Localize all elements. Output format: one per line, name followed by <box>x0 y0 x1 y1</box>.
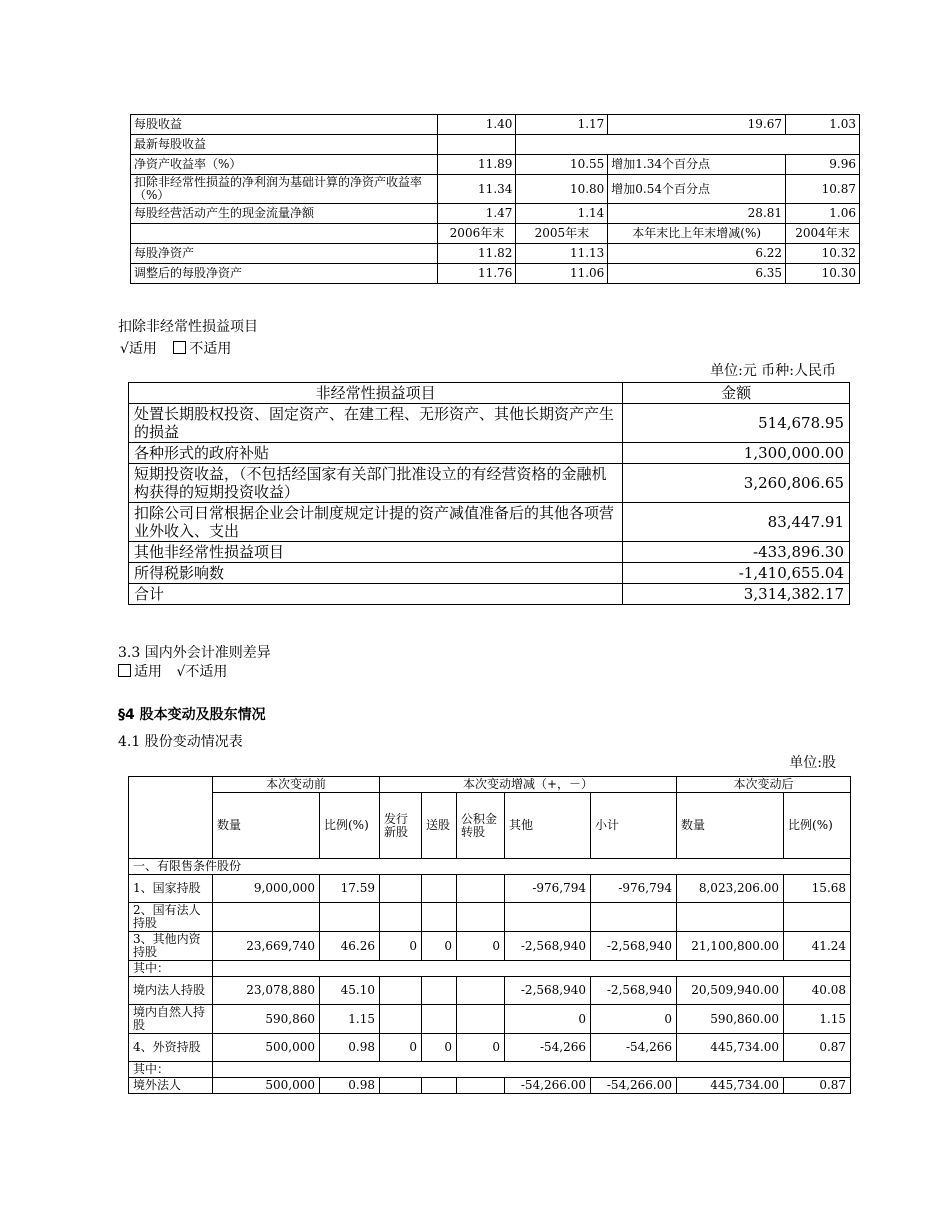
table-row <box>131 155 860 175</box>
section-33-title: 3.3 国内外会计准则差异 <box>118 645 271 661</box>
cell-value: 9,000,000 <box>213 875 320 903</box>
row-label: 每股净资产 <box>131 244 438 264</box>
cell-value <box>457 977 505 1005</box>
cell-value: 590,860.00 <box>677 1005 784 1034</box>
cell-value: 0.98 <box>320 1034 380 1062</box>
table-row <box>129 1005 851 1034</box>
cell-value: 11.82 <box>438 244 516 264</box>
applicable-label: 适用 <box>134 664 162 680</box>
cell-value: 590,860 <box>213 1005 320 1034</box>
currency-unit: 单位:元 币种:人民币 <box>710 363 836 379</box>
column-header-row <box>129 793 851 859</box>
year-header-row <box>131 224 860 244</box>
cell-value <box>516 135 860 155</box>
cell-value <box>380 1078 422 1094</box>
table-row <box>131 244 860 264</box>
cell-value: 40.08 <box>784 977 851 1005</box>
cell-value: -2,568,940 <box>505 932 591 961</box>
item-label: 所得税影响数 <box>129 563 623 584</box>
cell-value: -54,266.00 <box>591 1078 677 1094</box>
group-header: 本次变动增减（+，－） <box>380 777 677 793</box>
item-label: 处置长期股权投资、固定资产、在建工程、无形资产、其他长期资产产生的损益 <box>129 404 623 443</box>
row-label: 最新每股收益 <box>131 135 438 155</box>
amount-value: 1,300,000.00 <box>623 443 850 464</box>
cell-value: 23,669,740 <box>213 932 320 961</box>
cell-value <box>784 903 851 932</box>
cell-value: 15.68 <box>784 875 851 903</box>
cell-value: 0 <box>591 1005 677 1034</box>
cell-value <box>457 875 505 903</box>
empty-cell <box>213 961 851 977</box>
table-row <box>129 932 851 961</box>
cell-value: 20,509,940.00 <box>677 977 784 1005</box>
amount-value: 3,314,382.17 <box>623 584 850 605</box>
cell-value: 17.59 <box>320 875 380 903</box>
cell-value: -2,568,940 <box>591 977 677 1005</box>
row-label: 每股经营活动产生的现金流量净额 <box>131 204 438 224</box>
cell-value: 11.89 <box>438 155 516 175</box>
cell-value: 46.26 <box>320 932 380 961</box>
cell-value: 445,734.00 <box>677 1034 784 1062</box>
section-label: 一、有限售条件股份 <box>129 859 851 875</box>
section-4-subtitle: 4.1 股份变动情况表 <box>118 734 243 750</box>
column-header: 金额 <box>623 383 850 404</box>
cell-value: 41.24 <box>784 932 851 961</box>
applicability-line <box>120 338 231 358</box>
cell-value <box>380 903 422 932</box>
cell-value: -2,568,940 <box>505 977 591 1005</box>
column-header: 2006年末 <box>438 224 516 244</box>
item-label: 各种形式的政府补贴 <box>129 443 623 464</box>
table-row <box>131 115 860 135</box>
amount-value: -1,410,655.04 <box>623 563 850 584</box>
cell-value <box>438 135 516 155</box>
cell-value <box>422 1078 457 1094</box>
of-which-label: 其中： <box>129 1062 213 1078</box>
cell-value <box>422 875 457 903</box>
column-header: 比例(%) <box>784 793 851 859</box>
cell-value: -2,568,940 <box>591 932 677 961</box>
column-header: 非经常性损益项目 <box>129 383 623 404</box>
item-label: 合计 <box>129 584 623 605</box>
amount-value: 83,447.91 <box>623 503 850 542</box>
cell-value: 6.35 <box>608 264 786 284</box>
cell-value: 1.47 <box>438 204 516 224</box>
cell-value: 45.10 <box>320 977 380 1005</box>
table-row <box>129 563 850 584</box>
table-row <box>129 875 851 903</box>
amount-value: 514,678.95 <box>623 404 850 443</box>
cell-value: 21,100,800.00 <box>677 932 784 961</box>
amount-value: -433,896.30 <box>623 542 850 563</box>
empty-cell <box>131 224 438 244</box>
cell-value: 1.14 <box>516 204 608 224</box>
cell-value: 445,734.00 <box>677 1078 784 1094</box>
cell-value: -976,794 <box>505 875 591 903</box>
group-header: 本次变动后 <box>677 777 851 793</box>
column-header: 小计 <box>591 793 677 859</box>
group-header: 本次变动前 <box>213 777 380 793</box>
cell-value: 1.40 <box>438 115 516 135</box>
cell-value: -54,266 <box>591 1034 677 1062</box>
row-label: 境内自然人持股 <box>129 1005 213 1034</box>
row-label: 扣除非经常性损益的净利润为基础计算的净资产收益率（%） <box>131 175 438 204</box>
of-which-row <box>129 1062 851 1078</box>
cell-value: 10.30 <box>786 264 860 284</box>
cell-value <box>457 1078 505 1094</box>
table-row <box>129 1034 851 1062</box>
item-label: 扣除公司日常根据企业会计制度规定计提的资产减值准备后的其他各项营业外收入、支出 <box>129 503 623 542</box>
table-row <box>129 404 850 443</box>
nonrecurring-table <box>128 382 850 605</box>
cell-value: 11.34 <box>438 175 516 204</box>
cell-value: 增加1.34个百分点 <box>608 155 786 175</box>
not-applicable-label: √不适用 <box>176 664 228 680</box>
row-label: 1、国家持股 <box>129 875 213 903</box>
cell-value: 28.81 <box>608 204 786 224</box>
column-header: 数量 <box>677 793 784 859</box>
cell-value: 0 <box>380 932 422 961</box>
column-header: 其他 <box>505 793 591 859</box>
column-header: 公积金转股 <box>457 793 505 859</box>
cell-value: -976,794 <box>591 875 677 903</box>
share-change-table <box>128 776 851 1094</box>
cell-value <box>422 903 457 932</box>
row-label: 4、外资持股 <box>129 1034 213 1062</box>
of-which-row <box>129 961 851 977</box>
table-row <box>131 175 860 204</box>
cell-value: 1.15 <box>784 1005 851 1034</box>
row-label: 每股收益 <box>131 115 438 135</box>
cell-value: 19.67 <box>608 115 786 135</box>
cell-value <box>505 903 591 932</box>
cell-value: 0.87 <box>784 1078 851 1094</box>
row-label: 调整后的每股净资产 <box>131 264 438 284</box>
cell-value: -54,266.00 <box>505 1078 591 1094</box>
cell-value: 1.03 <box>786 115 860 135</box>
empty-cell <box>213 1062 851 1078</box>
cell-value: 9.96 <box>786 155 860 175</box>
cell-value <box>457 1005 505 1034</box>
of-which-label: 其中： <box>129 961 213 977</box>
cell-value: 11.06 <box>516 264 608 284</box>
not-applicable-label: 不适用 <box>189 341 232 357</box>
cell-value: 0 <box>422 932 457 961</box>
item-label: 短期投资收益，（不包括经国家有关部门批准设立的有经营资格的金融机构获得的短期投资收益） <box>129 464 623 503</box>
table-row <box>129 464 850 503</box>
checkbox-icon <box>173 341 189 357</box>
applicable-label: √适用 <box>120 341 157 357</box>
cell-value: 6.22 <box>608 244 786 264</box>
cell-value: 1.06 <box>786 204 860 224</box>
cell-value: 0.98 <box>320 1078 380 1094</box>
table-row <box>129 584 850 605</box>
section-row <box>129 859 851 875</box>
cell-value: 10.55 <box>516 155 608 175</box>
cell-value: 11.76 <box>438 264 516 284</box>
table-row <box>129 542 850 563</box>
cell-value: 1.17 <box>516 115 608 135</box>
table-row <box>131 204 860 224</box>
row-label: 境外法人 <box>129 1078 213 1094</box>
checkbox-icon <box>118 664 134 680</box>
cell-value <box>591 903 677 932</box>
table-header-row <box>129 383 850 404</box>
cell-value: 1.15 <box>320 1005 380 1034</box>
amount-value: 3,260,806.65 <box>623 464 850 503</box>
share-unit: 单位:股 <box>789 755 836 771</box>
cell-value <box>380 977 422 1005</box>
column-header: 2004年末 <box>786 224 860 244</box>
cell-value: 10.87 <box>786 175 860 204</box>
column-header: 数量 <box>213 793 320 859</box>
row-label: 境内法人持股 <box>129 977 213 1005</box>
cell-value <box>457 903 505 932</box>
cell-value: -54,266 <box>505 1034 591 1062</box>
cell-value <box>380 1005 422 1034</box>
cell-value: 8,023,206.00 <box>677 875 784 903</box>
table-row <box>129 503 850 542</box>
table-row <box>129 977 851 1005</box>
section-33-applicability <box>118 661 227 681</box>
row-label: 2、国有法人持股 <box>129 903 213 932</box>
cell-value: 0 <box>457 1034 505 1062</box>
column-header: 2005年末 <box>516 224 608 244</box>
item-label: 其他非经常性损益项目 <box>129 542 623 563</box>
cell-value <box>380 875 422 903</box>
cell-value <box>677 903 784 932</box>
row-label: 3、其他内资持股 <box>129 932 213 961</box>
cell-value: 500,000 <box>213 1078 320 1094</box>
empty-cell <box>129 777 213 859</box>
cell-value: 增加0.54个百分点 <box>608 175 786 204</box>
cell-value <box>422 977 457 1005</box>
section-4-title: §4 股本变动及股东情况 <box>118 707 266 723</box>
table-row <box>131 135 860 155</box>
row-label: 净资产收益率（%） <box>131 155 438 175</box>
cell-value <box>422 1005 457 1034</box>
column-header: 发行新股 <box>380 793 422 859</box>
cell-value: 0 <box>457 932 505 961</box>
cell-value: 0.87 <box>784 1034 851 1062</box>
group-header-row <box>129 777 851 793</box>
nonrecurring-title: 扣除非经常性损益项目 <box>118 319 258 335</box>
cell-value: 0 <box>422 1034 457 1062</box>
cell-value: 0 <box>505 1005 591 1034</box>
table-row <box>131 264 860 284</box>
table-row <box>129 443 850 464</box>
cell-value: 23,078,880 <box>213 977 320 1005</box>
financial-indicators-table <box>130 114 860 284</box>
cell-value: 500,000 <box>213 1034 320 1062</box>
cell-value <box>213 903 320 932</box>
table-row <box>129 903 851 932</box>
column-header: 送股 <box>422 793 457 859</box>
table-row <box>129 1078 851 1094</box>
column-header: 比例(%) <box>320 793 380 859</box>
cell-value: 10.32 <box>786 244 860 264</box>
column-header: 本年末比上年末增减(%) <box>608 224 786 244</box>
cell-value: 11.13 <box>516 244 608 264</box>
cell-value: 10.80 <box>516 175 608 204</box>
cell-value <box>320 903 380 932</box>
cell-value: 0 <box>380 1034 422 1062</box>
